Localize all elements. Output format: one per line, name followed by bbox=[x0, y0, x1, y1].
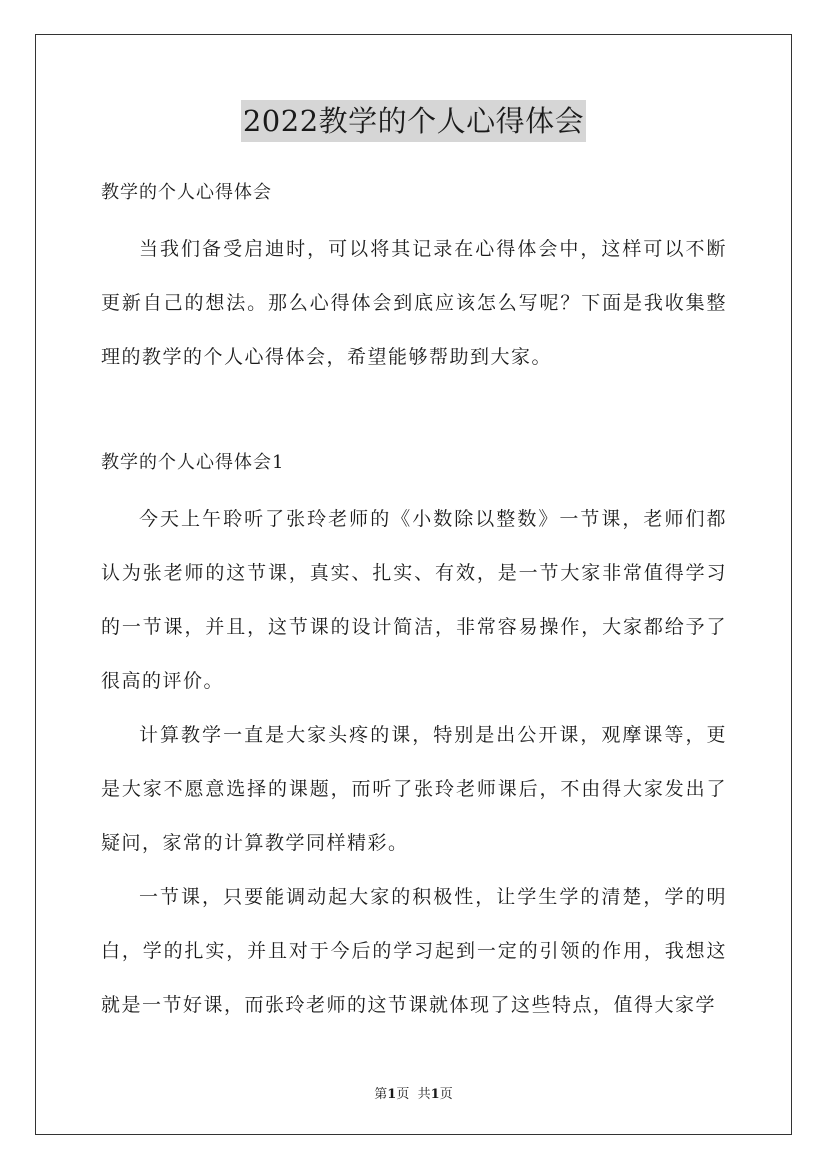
document-body bbox=[101, 172, 727, 1032]
total-pages: 1 bbox=[430, 1087, 440, 1102]
page-footer bbox=[0, 1083, 827, 1102]
section-heading: 教学的个人心得体会1 bbox=[101, 452, 285, 473]
total-suffix: 页 bbox=[439, 1087, 453, 1102]
title-container bbox=[0, 100, 827, 142]
page-number: 1 bbox=[387, 1087, 397, 1102]
intro-paragraph: 当我们备受启迪时，可以将其记录在心得体会中，这样可以不断更新自己的想法。那么心得体会到底应该怎么写呢？下面是我收集整理的教学的个人心得体会，希望能够帮助到大家。 bbox=[101, 238, 727, 368]
page-suffix: 页 bbox=[396, 1087, 410, 1102]
body-paragraph: 今天上午聆听了张玲老师的《小数除以整数》一节课，老师们都认为张老师的这节课，真实、扎实、有效，是一节大家非常值得学习的一节课，并且，这节课的设计简洁，非常容易操作，大家都给予了很高的评价。 bbox=[101, 508, 727, 692]
intro-heading: 教学的个人心得体会 bbox=[101, 182, 272, 203]
body-paragraph: 计算教学一直是大家头疼的课，特别是出公开课，观摩课等，更是大家不愿意选择的课题，而听了张玲老师课后，不由得大家发出了疑问，家常的计算教学同样精彩。 bbox=[101, 724, 727, 854]
body-paragraph: 一节课，只要能调动起大家的积极性，让学生学的清楚，学的明白，学的扎实，并且对于今后的学习起到一定的引领的作用，我想这就是一节好课，而张玲老师的这节课就体现了这些特点，值得大家学 bbox=[101, 886, 727, 1016]
document-title: 2022教学的个人心得体会 bbox=[241, 100, 586, 142]
page-prefix: 第 bbox=[374, 1087, 388, 1102]
total-prefix: 共 bbox=[417, 1087, 431, 1102]
